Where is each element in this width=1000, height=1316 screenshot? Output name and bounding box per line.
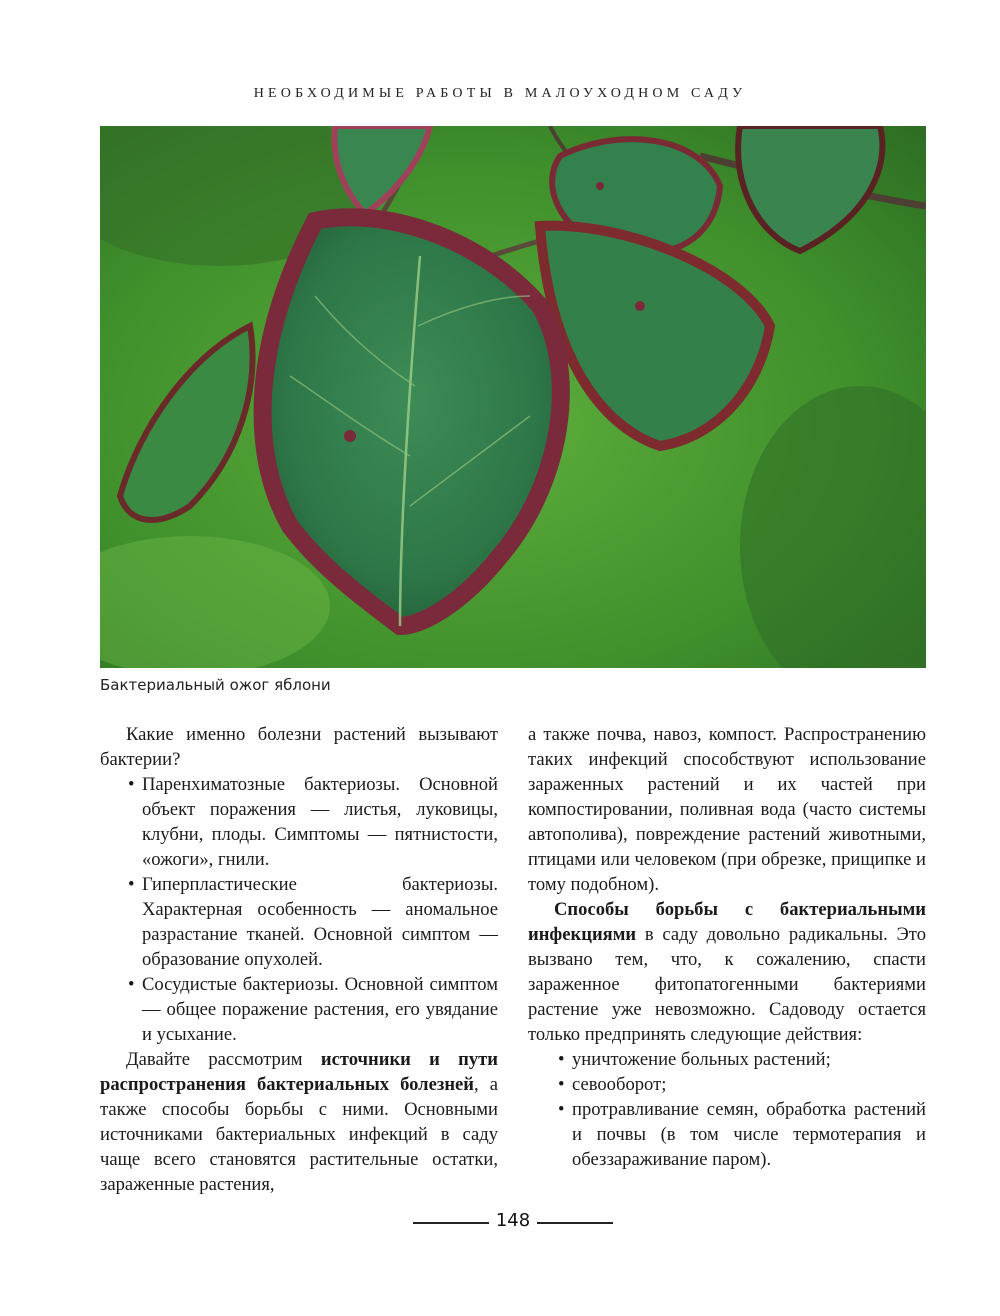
- left-column: [100, 722, 498, 1197]
- control-paragraph: [528, 897, 926, 1047]
- control-text: в саду довольно радикальны. Это вызвано тем, что, к сожалению, спасти зараженное фитопатогенными бактериями растение уже невозможно. Садоводу остается только предпринять следующие действия:: [528, 924, 926, 1045]
- leaf-photo: [100, 126, 926, 668]
- control-heading-bold: Способы борьбы с бактериальными инфекциями: [528, 899, 926, 945]
- page-number: 148: [495, 1210, 531, 1231]
- continuation-paragraph: а также почва, навоз, компост. Распространению таких инфекций способствуют использование зараженных растений и их частей при компостировании, поливная вода (часто системы автополива), повреждение растений животными, птицами или человеком (при обрезке, прищипке и тому подобном).: [528, 724, 926, 895]
- disease-types-list: [100, 772, 498, 1047]
- list-item: • уничтожение больных растений;: [528, 1047, 926, 1072]
- list-item: • Гиперпластические бактериозы. Характерная особенность — аномальное разрастание тканей. Основной симптом — образование опухолей.: [100, 872, 498, 972]
- page-footer: [0, 1210, 1000, 1236]
- sources-paragraph: [100, 1047, 498, 1197]
- running-title: НЕОБХОДИМЫЕ РАБОТЫ В МАЛОУХОДНОМ САДУ: [253, 86, 747, 101]
- list-item: • Паренхиматозные бактериозы. Основной объект поражения — листья, луковицы, клубни, плоды. Симптомы — пятнистости, «ожоги», гнили.: [100, 772, 498, 872]
- list-item: • Сосудистые бактериозы. Основной симптом — общее поражение растения, его увядание и усыхание.: [100, 972, 498, 1047]
- footer-rule-left: [413, 1222, 489, 1224]
- sources-text-start: Давайте рассмотрим: [126, 1049, 321, 1070]
- control-measures-list: [528, 1047, 926, 1172]
- list-item: • протравливание семян, обработка растений и почвы (в том числе термотерапия и обеззараживание паром).: [528, 1097, 926, 1172]
- list-item: • севооборот;: [528, 1072, 926, 1097]
- figure-caption: Бактериальный ожог яблони: [100, 676, 331, 694]
- sources-text-end: , а также способы борьбы с ними. Основными источниками бактериальных инфекций в саду чаще всего становятся растительные остатки, зараженные растения,: [100, 1074, 498, 1195]
- right-column: [528, 722, 926, 1172]
- footer-rule-right: [537, 1222, 613, 1224]
- sources-heading-bold: источники и пути распространения бактериальных болезней: [100, 1049, 498, 1095]
- intro-paragraph: Какие именно болезни растений вызывают бактерии?: [100, 724, 498, 770]
